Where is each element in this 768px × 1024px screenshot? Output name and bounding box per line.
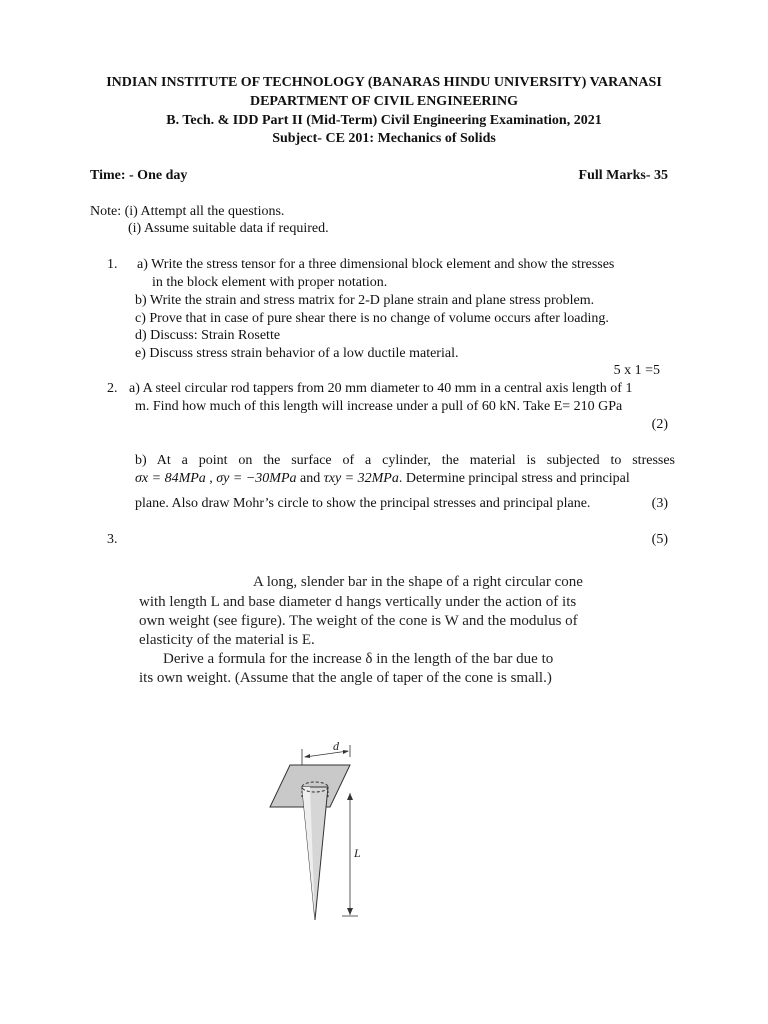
and-word: and — [300, 471, 321, 486]
full-marks-label: Full Marks- 35 — [578, 168, 668, 183]
q2-part-b-line-2: σx = 84MPa , σy = −30MPa and τxy = 32MPa. Determine principal stress and principal — [135, 471, 630, 486]
q1-part-a-line-2: in the block element with proper notation. — [152, 275, 388, 290]
d-label: d — [333, 739, 339, 753]
q2-part-a-line-2: m. Find how much of this length will increase under a pull of 60 kN. Take E= 210 GPa — [135, 399, 623, 414]
department-title: DEPARTMENT OF CIVIL ENGINEERING — [249, 94, 518, 109]
q3-text-line-5: Derive a formula for the increase δ in the length of the bar due to — [163, 651, 554, 667]
q1-part-b: b) Write the strain and stress matrix for 2-D plane strain and plane stress problem. — [135, 293, 595, 308]
q2-part-a-marks: (2) — [651, 417, 668, 432]
d-arrow-right — [343, 750, 349, 754]
note-line-1: Note: (i) Attempt all the questions. — [90, 204, 285, 219]
q1-marks: 5 x 1 =5 — [613, 363, 660, 378]
d-dimension-line — [305, 751, 348, 757]
q2-part-b-line-3: plane. Also draw Mohr’s circle to show the principal stresses and principal plane. — [135, 496, 591, 511]
q1-part-d: d) Discuss: Strain Rosette — [135, 328, 281, 343]
q3-text-line-4: elasticity of the material is E. — [139, 632, 315, 648]
L-arrow-top — [347, 793, 353, 800]
q1-number: 1. — [107, 257, 118, 272]
q3-text-line-2: with length L and base diameter d hangs vertically under the action of its — [139, 594, 577, 610]
q1-part-e: e) Discuss stress strain behavior of a low ductile material. — [135, 346, 459, 361]
subject-title: Subject- CE 201: Mechanics of Solids — [272, 131, 496, 146]
q2-part-b-line-1: b) At a point on the surface of a cylinder, the material is subjected to stresses — [135, 453, 675, 468]
q3-marks: (5) — [651, 532, 668, 547]
institute-title: INDIAN INSTITUTE OF TECHNOLOGY (BANARAS HINDU UNIVERSITY) VARANASI — [106, 75, 662, 90]
q2-part-b-line-2-tail: . Determine principal stress and principal — [398, 471, 630, 486]
note-line-2: (i) Assume suitable data if required. — [128, 221, 329, 236]
q2-part-b-marks: (3) — [651, 496, 668, 511]
tau-xy-expression: τxy = 32MPa — [323, 471, 399, 486]
L-label: L — [354, 846, 361, 860]
L-arrow-bottom — [347, 908, 353, 915]
q3-text-line-1: A long, slender bar in the shape of a right circular cone — [253, 574, 583, 590]
q3-number: 3. — [107, 532, 118, 547]
q1-part-c: c) Prove that in case of pure shear there is no change of volume occurs after loading. — [135, 311, 609, 326]
q2-number: 2. — [107, 381, 118, 396]
time-label: Time: - One day — [90, 168, 188, 183]
hanging-cone-figure — [250, 735, 390, 925]
d-arrow-left — [304, 754, 310, 758]
sigma-x-expression: σx = 84MPa — [135, 471, 206, 486]
q3-text-line-6: its own weight. (Assume that the angle of taper of the cone is small.) — [139, 670, 552, 686]
exam-title: B. Tech. & IDD Part II (Mid-Term) Civil Engineering Examination, 2021 — [166, 113, 602, 128]
q2-part-a-line-1: a) A steel circular rod tappers from 20 mm diameter to 40 mm in a central axis length of 1 — [129, 381, 633, 396]
sigma-y-expression: σy = −30MPa — [216, 471, 297, 486]
q1-part-a-line-1: a) Write the stress tensor for a three dimensional block element and show the stresses — [137, 257, 615, 272]
q3-text-line-3: own weight (see figure). The weight of the cone is W and the modulus of — [139, 613, 578, 629]
